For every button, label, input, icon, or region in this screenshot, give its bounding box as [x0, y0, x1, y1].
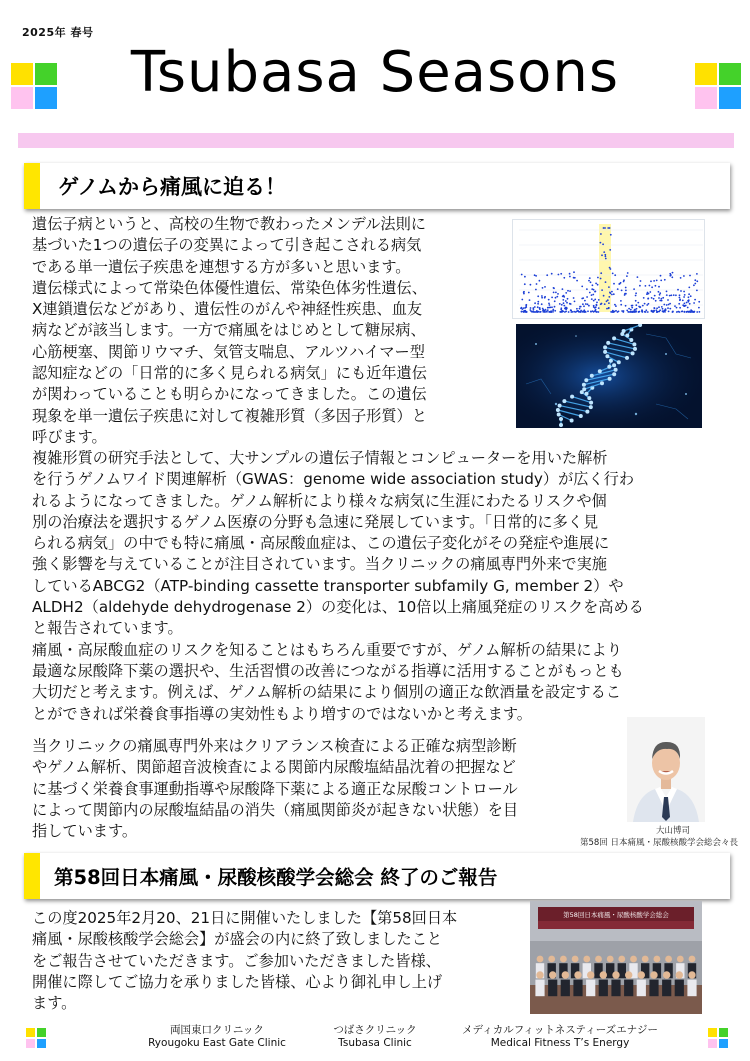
intro-paragraph	[32, 214, 502, 448]
text-line: 開催に際してご協力を承りました皆様、心より御礼申し上げ	[32, 972, 443, 991]
heading-accent	[24, 163, 40, 209]
text-line: ALDH2（aldehyde dehydrogenase 2）の変化は、10倍以上痛風発症のリスクを高める	[32, 598, 644, 617]
section-title: ゲノムから痛風に迫る！	[58, 175, 287, 199]
text-line: 遺伝様式によって常染色体優性遺伝、常染色体劣性遺伝、	[32, 278, 427, 297]
text-line: られる病気」の中でも特に痛風・高尿酸血症は、この遺伝子変化がその発症や進展に	[32, 534, 610, 553]
text-line: 基づいた1つの遺伝子の変異によって引き起こされる病気	[32, 236, 422, 255]
footer-clinic-en: Tsubasa Clinic	[338, 1037, 412, 1049]
text-line: 大切だと考えます。例えば、ゲノム解析の結果により個別の適正な飲酒量を設定するこ	[32, 683, 621, 702]
section-heading-conference	[24, 853, 730, 899]
text-line: れるようになってきました。ゲノム解析により様々な病気に生涯にわたるリスクや個	[32, 491, 607, 510]
footer-clinic-jp: メディカルフィットネスティーズエナジー	[462, 1024, 658, 1036]
text-line: やゲノム解析、関節超音波検査による関節内尿酸塩結晶沈着の把握など	[32, 758, 516, 777]
conference-group-photo	[530, 901, 702, 1014]
text-line: 呼びます。	[32, 427, 107, 446]
text-line: とができれば栄養食事指導の実効性もより増すのではないかと考えます。	[32, 704, 532, 723]
footer-clinic-tsubasa	[325, 1024, 425, 1050]
text-line: 心筋梗塞、関節リウマチ、気管支喘息、アルツハイマー型	[32, 342, 425, 361]
text-line: 当クリニックの痛風専門外来はクリアランス検査による正確な病型診断	[32, 737, 517, 755]
text-line: 指しています。	[32, 822, 138, 841]
text-line: 現象を単一遺伝子疾患に対して複雑形質（多因子形質）と	[32, 406, 427, 425]
text-line: 病などが該当します。一方で痛風をはじめとして糖尿病、	[32, 321, 426, 340]
text-line: X連鎖遺伝などがあり、遺伝性のがんや神経性疾患、血友	[32, 300, 423, 319]
issue-label: 2025年 春号	[22, 26, 94, 39]
footer-squares-left	[26, 1028, 46, 1048]
text-line: 別の治療法を選択するゲノム医療の分野も急速に発展しています。「日常的に多く見	[32, 512, 599, 531]
text-line: ます。	[32, 994, 77, 1013]
text-line: 痛風・尿酸核酸学会総会】が盛会の内に終了致しましたこと	[32, 930, 443, 949]
text-line: この度2025年2月20、21日に開催いたしました【第58回日本	[32, 909, 458, 927]
text-line: が関わっていることも明らかになってきました。この遺伝	[32, 385, 427, 404]
text-line: によって関節内の尿酸塩結晶の消失（痛風関節炎が起きない状態）を目	[32, 800, 518, 819]
logo-squares-right	[695, 63, 741, 109]
text-line: に基づく栄養食事運動指導や尿酸降下薬による適正な尿酸コントロール	[32, 779, 518, 798]
footer-clinic-jp: 両国東口クリニック	[170, 1024, 264, 1036]
doctor-portrait-image	[627, 717, 705, 822]
clinic-paragraph	[32, 736, 612, 842]
conference-paragraph	[32, 908, 522, 1014]
gwas-manhattan-plot-image	[512, 219, 705, 319]
footer-clinic-jp: つばさクリニック	[333, 1024, 417, 1036]
text-line: をご報告させていただきます。ご参加いただきました皆様、	[32, 951, 441, 970]
dna-helix-image	[516, 324, 702, 428]
footer-clinic-ryogoku	[142, 1024, 292, 1050]
doctor-name: 大山博司	[655, 826, 690, 836]
section-title: 第58回日本痛風・尿酸核酸学会総会 終了のご報告	[54, 866, 498, 889]
doctor-role: 第58回 日本痛風・尿酸核酸学会総会々長	[579, 838, 738, 848]
footer-squares-right	[708, 1028, 728, 1048]
banner-text: 第58回日本痛風・尿酸核酸学会総会	[563, 911, 669, 919]
heading-accent	[24, 853, 40, 899]
doctor-caption	[560, 825, 738, 849]
footer-clinic-en: Ryougoku East Gate Clinic	[148, 1037, 286, 1049]
text-line: と報告されています。	[32, 619, 183, 638]
newsletter-title: Tsubasa Seasons	[130, 40, 620, 105]
text-line: 認知症などの「日常的に多く見られる病気」にも近年遺伝	[32, 364, 427, 383]
header-divider	[18, 133, 734, 148]
text-line: である単一遺伝子疾患を連想する方が多いと思います。	[32, 257, 411, 276]
footer-clinic-en: Medical Fitness T’s Energy	[490, 1037, 630, 1049]
section-heading-genome	[24, 163, 730, 209]
text-line: 最適な尿酸降下薬の選択や、生活習慣の改善につながる指導に活用することがもっとも	[32, 661, 624, 680]
text-line: 痛風・高尿酸血症のリスクを知ることはもちろん重要ですが、ゲノム解析の結果により	[32, 640, 622, 659]
text-line: を行うゲノムワイド関連解析（GWAS：genome wide association study）が広く行わ	[32, 470, 635, 489]
footer-fitness	[440, 1024, 680, 1050]
gwas-paragraph	[32, 448, 732, 725]
text-line: しているABCG2（ATP-binding cassette transporter subfamily G, member 2）や	[32, 576, 624, 595]
text-line: 複雑形質の研究手法として、大サンプルの遺伝子情報とコンピューターを用いた解析	[32, 449, 608, 467]
text-line: 遺伝子病というと、高校の生物で教わったメンデル法則に	[32, 215, 426, 233]
text-line: 強く影響を与えていることが注目されています。当クリニックの痛風専門外来で実施	[32, 555, 607, 574]
